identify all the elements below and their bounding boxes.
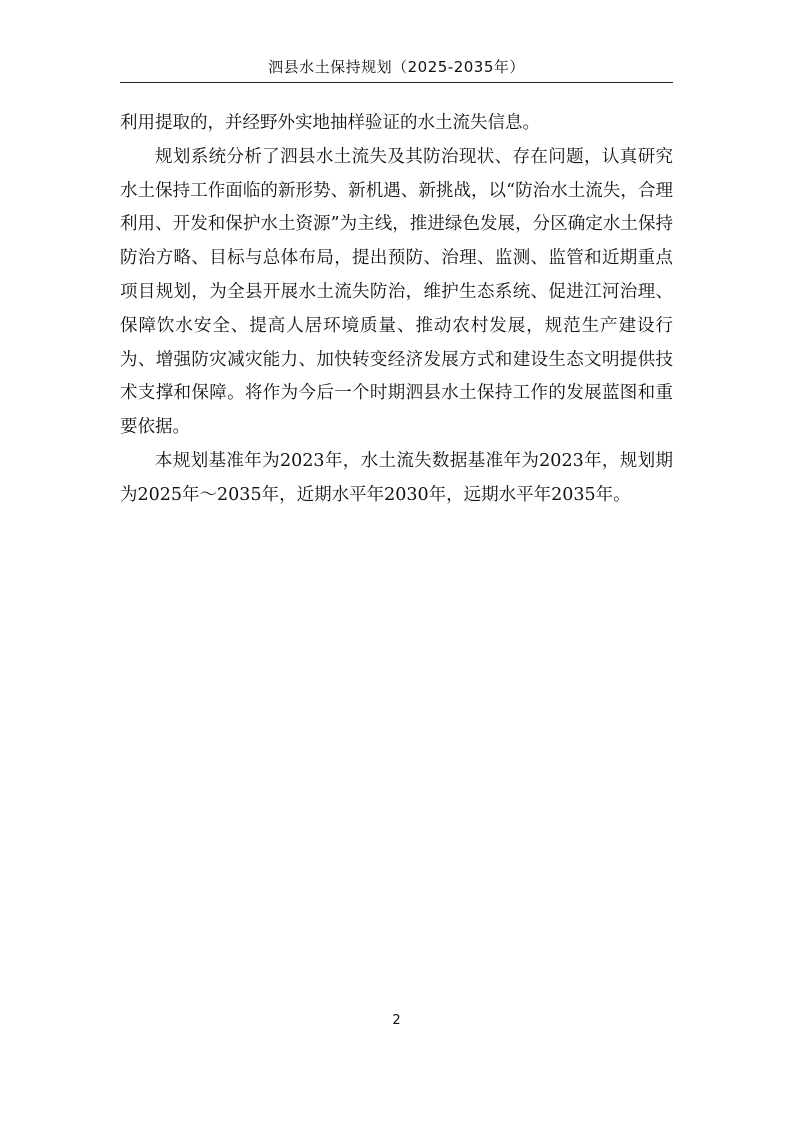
page-number: 2 bbox=[392, 1013, 401, 1028]
running-header: 泗县水土保持规划（2025-2035年） bbox=[268, 58, 525, 76]
paragraph-continuation: 利用提取的，并经野外实地抽样验证的水土流失信息。 bbox=[120, 113, 540, 133]
paragraph-plan-period: 本规划基准年为2023年，水土流失数据基准年为2023年，规划期为2025年～2035年，近期水平年2030年，远期水平年2035年。 bbox=[120, 450, 673, 505]
paragraph-plan-summary: 规划系统分析了泗县水土流失及其防治现状、存在问题，认真研究水土保持工作面临的新形势、新机遇、新挑战，以“防治水土流失，合理利用、开发和保护水土资源”为主线，推进绿色发展，分区确定水土保持防治方略、目标与总体布局，提出预防、治理、监测、监管和近期重点项目规划，为全县开展水土流失防治，维护生态系统、促进江河治理、保障饮水安全、提高人居环境质量、推动农村发展，规范生产建设行为、增强防灾减灾能力、加快转变经济发展方式和建设生态文明提供技术支撑和保障。将作为今后一个时期泗县水土保持工作的发展蓝图和重要依据。 bbox=[120, 146, 673, 438]
body-text bbox=[120, 107, 673, 513]
header-rule bbox=[120, 82, 673, 83]
